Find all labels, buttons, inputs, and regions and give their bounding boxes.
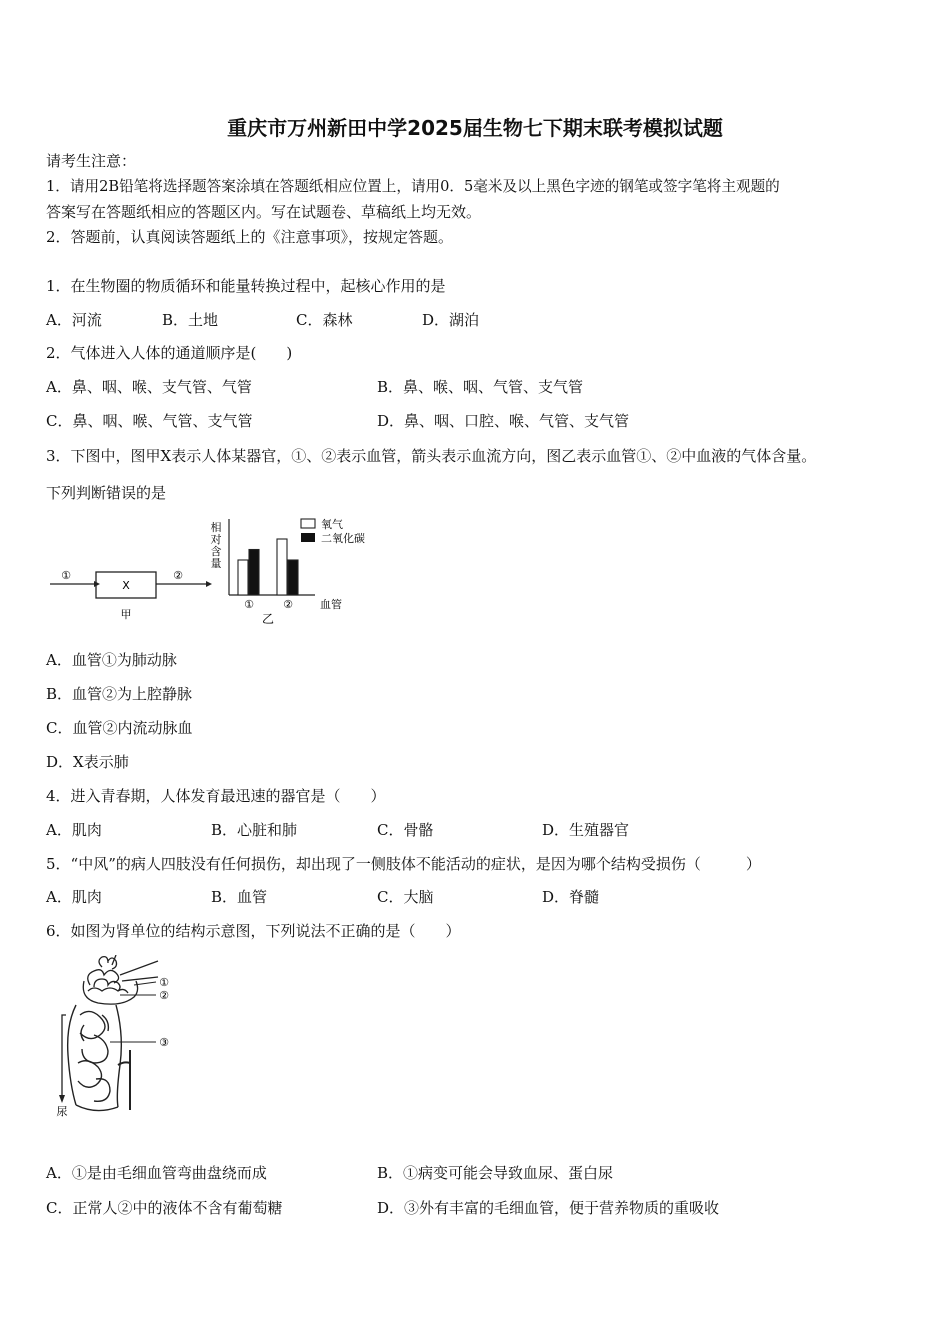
chart-ylabel-4: 量: [210, 557, 222, 570]
q2-option-d: D．鼻、咽、口腔、喉、气管、支气管: [377, 412, 630, 430]
bar-o2-vessel-2: [277, 539, 287, 595]
q4-option-d: D．生殖器官: [542, 821, 630, 839]
notice-line-1: 1．请用2B铅笔将选择题答案涂填在答题纸相应位置上，请用0．5毫米及以上黑色字迹的钢笔或签字笔将主观题的: [46, 178, 780, 195]
legend-o2-swatch: [301, 519, 315, 528]
q4-option-a: A．肌肉: [46, 821, 102, 839]
figure-jia-caption: 甲: [120, 608, 132, 621]
q3-stem-line-2: 下列判断错误的是: [46, 484, 167, 502]
q1-option-a: A．河流: [46, 311, 102, 329]
q5-stem: 5．“中风”的病人四肢没有任何损伤，却出现了一侧肢体不能活动的症状，是因为哪个结构受损伤（ ）: [46, 855, 761, 873]
page-title: 重庆市万州新田中学2025届生物七下期末联考模拟试题: [227, 116, 723, 140]
q1-option-c: C．森林: [296, 311, 353, 329]
q5-option-d: D．脊髓: [542, 888, 600, 906]
q1-option-d: D．湖泊: [422, 311, 480, 329]
figure-jia-in-label: ①: [61, 569, 71, 582]
q4-stem: 4．进入青春期，人体发育最迅速的器官是（ ）: [46, 787, 386, 805]
q3-stem-line-1: 3．下图中，图甲X表示人体某器官，①、②表示血管，箭头表示血流方向，图乙表示血管①、②中血液的气体含量。: [46, 447, 817, 465]
bar-co2-vessel-2: [288, 560, 298, 595]
figure-jia: [48, 562, 213, 624]
bar-o2-vessel-1: [238, 560, 248, 595]
q3-option-c: C．血管②内流动脉血: [46, 719, 193, 737]
q2-option-c: C．鼻、咽、喉、气管、支气管: [46, 412, 253, 430]
chart-caption: 乙: [261, 612, 275, 626]
legend-co2-label: 二氧化碳: [321, 532, 365, 545]
q2-option-b: B．鼻、喉、咽、气管、支气管: [377, 378, 584, 396]
nephron-label-2: ②: [159, 989, 169, 1002]
q4-option-c: C．骨骼: [377, 821, 434, 839]
notice-line-3: 2．答题前，认真阅读答题纸上的《注意事项》，按规定答题。: [46, 228, 454, 246]
q1-stem: 1．在生物圈的物质循环和能量转换过程中，起核心作用的是: [46, 277, 446, 295]
chart-tick-1: ①: [244, 598, 254, 611]
q3-option-d: D．X表示肺: [46, 753, 129, 771]
q6-option-d: D．③外有丰富的毛细血管，便于营养物质的重吸收: [377, 1199, 720, 1217]
bar-co2-vessel-1: [249, 550, 259, 596]
q6-option-a: A．①是由毛细血管弯曲盘绕而成: [46, 1164, 267, 1182]
chart-ylabel-1: 相: [210, 521, 222, 534]
q6-option-c: C．正常人②中的液体不含有葡萄糖: [46, 1199, 283, 1217]
legend-o2-label: 氧气: [321, 518, 343, 531]
nephron-label-3: ③: [159, 1036, 169, 1049]
notice-heading: 请考生注意：: [46, 152, 137, 170]
q1-option-b: B．土地: [162, 311, 219, 329]
q5-option-b: B．血管: [211, 888, 268, 906]
figure-jia-box-label: X: [122, 579, 130, 592]
notice-line-2: 答案写在答题纸相应的答题区内。写在试题卷、草稿纸上均无效。: [46, 203, 482, 221]
chart-tick-2: ②: [283, 598, 293, 611]
nephron-figure: [50, 955, 185, 1120]
q3-option-a: A．血管①为肺动脉: [46, 651, 177, 669]
q5-option-c: C．大脑: [377, 888, 434, 906]
q5-option-a: A．肌肉: [46, 888, 102, 906]
figure-jia-out-label: ②: [173, 569, 183, 582]
legend-co2-swatch: [301, 533, 315, 542]
q2-stem: 2．气体进入人体的通道顺序是( ): [46, 344, 293, 362]
chart-ylabel-2: 对: [210, 533, 222, 546]
q6-stem: 6．如图为肾单位的结构示意图，下列说法不正确的是（ ）: [46, 922, 461, 940]
nephron-label-1: ①: [159, 976, 169, 989]
q3-option-b: B．血管②为上腔静脉: [46, 685, 193, 703]
chart-xlabel: 血管: [320, 598, 342, 611]
chart-ylabel-3: 含: [210, 545, 222, 558]
q6-option-b: B．①病变可能会导致血尿、蛋白尿: [377, 1164, 614, 1182]
q2-option-a: A．鼻、咽、喉、支气管、气管: [46, 378, 252, 396]
figure-yi-chart: [205, 515, 385, 630]
nephron-label-urine: 尿: [56, 1105, 68, 1118]
q4-option-b: B．心脏和肺: [211, 821, 298, 839]
